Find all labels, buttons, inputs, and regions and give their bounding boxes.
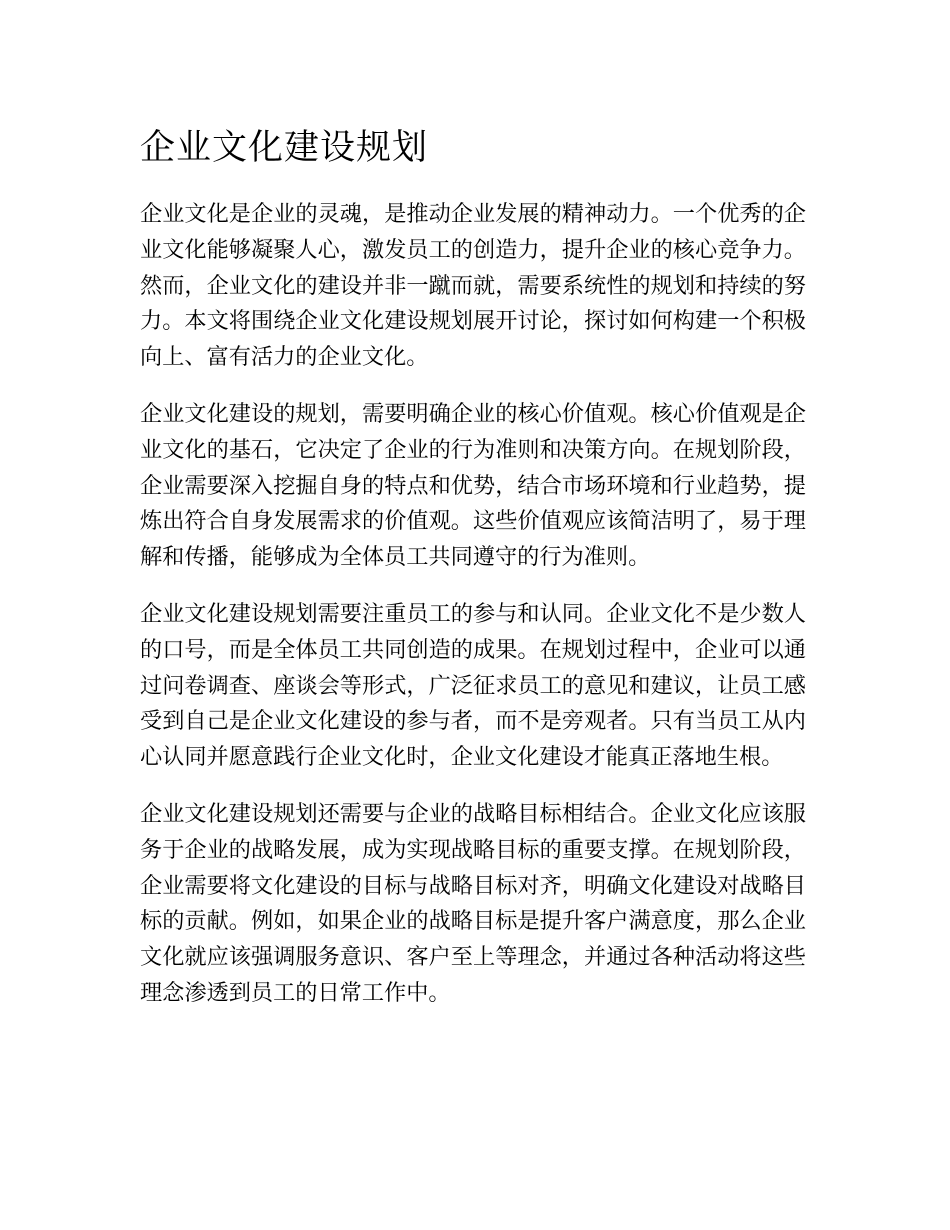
paragraph-core-values: 企业文化建设的规划，需要明确企业的核心价值观。核心价值观是企业文化的基石，它决定了企业的行为准则和决策方向。在规划阶段，企业需要深入挖掘自身的特点和优势，结合市场环境和行业趋势，提炼出符合自身发展需求的价值观。这些价值观应该简洁明了，易于理解和传播，能够成为全体员工共同遵守的行为准则。 (140, 400, 806, 571)
paragraph-employee-participation: 企业文化建设规划需要注重员工的参与和认同。企业文化不是少数人的口号，而是全体员工共同创造的成果。在规划过程中，企业可以通过问卷调查、座谈会等形式，广泛征求员工的意见和建议，让员工感受到自己是企业文化建设的参与者，而不是旁观者。只有当员工从内心认同并愿意践行企业文化时，企业文化建设才能真正落地生根。 (140, 600, 806, 771)
paragraph-intro: 企业文化是企业的灵魂，是推动企业发展的精神动力。一个优秀的企业文化能够凝聚人心，激发员工的创造力，提升企业的核心竞争力。然而，企业文化的建设并非一蹴而就，需要系统性的规划和持续的努力。本文将围绕企业文化建设规划展开讨论，探讨如何构建一个积极向上、富有活力的企业文化。 (140, 201, 806, 371)
paragraph-strategy-alignment: 企业文化建设规划还需要与企业的战略目标相结合。企业文化应该服务于企业的战略发展，成为实现战略目标的重要支撑。在规划阶段，企业需要将文化建设的目标与战略目标对齐，明确文化建设对战略目标的贡献。例如，如果企业的战略目标是提升客户满意度，那么企业文化就应该强调服务意识、客户至上等理念，并通过各种活动将这些理念渗透到员工的日常工作中。 (140, 800, 806, 1006)
document-body (140, 126, 806, 1012)
document-title: 企业文化建设规划 (140, 128, 429, 168)
